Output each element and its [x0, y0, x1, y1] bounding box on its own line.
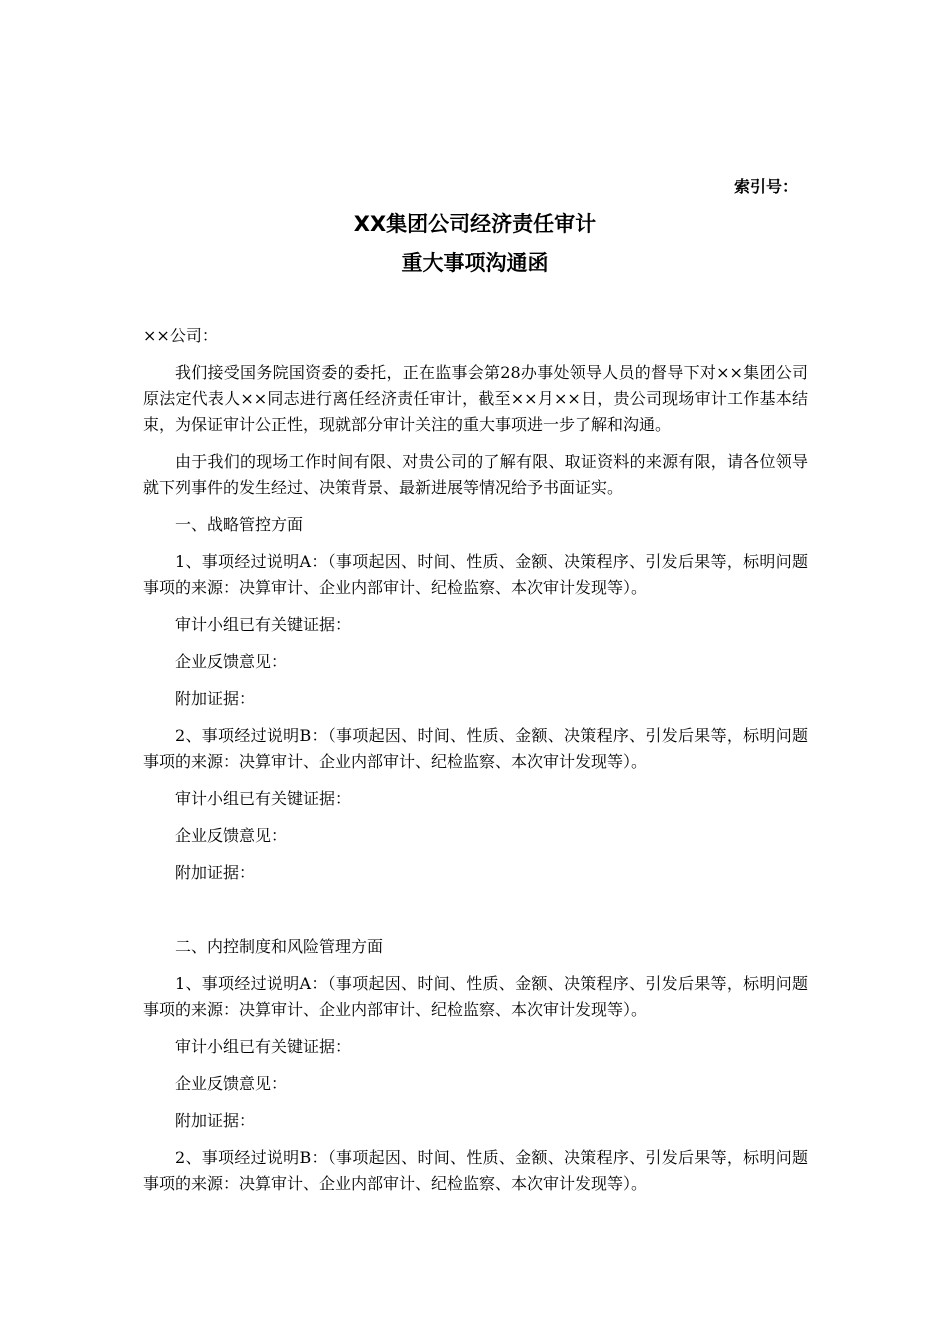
document-title-line2: 重大事项沟通函 [401, 251, 549, 275]
item-feedback-label: 企业反馈意见： [175, 1074, 288, 1093]
item-evidence-label: 审计小组已有关键证据： [175, 615, 352, 634]
section-heading-strategy: 一、战略管控方面 [175, 515, 304, 534]
intro-paragraph: 我们接受国务院国资委的委托，正在监事会第28办事处领导人员的督导下对××集团公司原法定代表人××同志进行离任经济责任审计，截至××月××日，贵公司现场审计工作基本结束，为保证审计公正性，现就部分审计关注的重大事项进一步了解和沟通。 [143, 363, 808, 434]
index-number-label: 索引号： [733, 177, 798, 196]
item-extra-evidence-label: 附加证据： [175, 863, 256, 882]
item-description: 1、事项经过说明A：（事项起因、时间、性质、金额、决策程序、引发后果等，标明问题事项的来源：决算审计、企业内部审计、纪检监察、本次审计发现等）。 [143, 974, 808, 1019]
item-description: 2、事项经过说明B：（事项起因、时间、性质、金额、决策程序、引发后果等，标明问题事项的来源：决算审计、企业内部审计、纪检监察、本次审计发现等）。 [143, 1148, 808, 1193]
section-heading-internal-control: 二、内控制度和风险管理方面 [175, 937, 384, 956]
letter-body [143, 323, 808, 1208]
item-evidence-label: 审计小组已有关键证据： [175, 789, 352, 808]
request-paragraph: 由于我们的现场工作时间有限、对贵公司的了解有限、取证资料的来源有限，请各位领导就下列事件的发生经过、决策背景、最新进展等情况给予书面证实。 [143, 452, 808, 497]
item-extra-evidence-label: 附加证据： [175, 689, 256, 708]
item-feedback-label: 企业反馈意见： [175, 826, 288, 845]
item-feedback-label: 企业反馈意见： [175, 652, 288, 671]
document-title-line1: XX集团公司经济责任审计 [353, 212, 597, 236]
salutation: ××公司： [143, 326, 218, 345]
item-description: 2、事项经过说明B：（事项起因、时间、性质、金额、决策程序、引发后果等，标明问题事项的来源：决算审计、企业内部审计、纪检监察、本次审计发现等）。 [143, 726, 808, 771]
item-description: 1、事项经过说明A：（事项起因、时间、性质、金额、决策程序、引发后果等，标明问题事项的来源：决算审计、企业内部审计、纪检监察、本次审计发现等）。 [143, 552, 808, 597]
item-extra-evidence-label: 附加证据： [175, 1111, 256, 1130]
item-evidence-label: 审计小组已有关键证据： [175, 1037, 352, 1056]
